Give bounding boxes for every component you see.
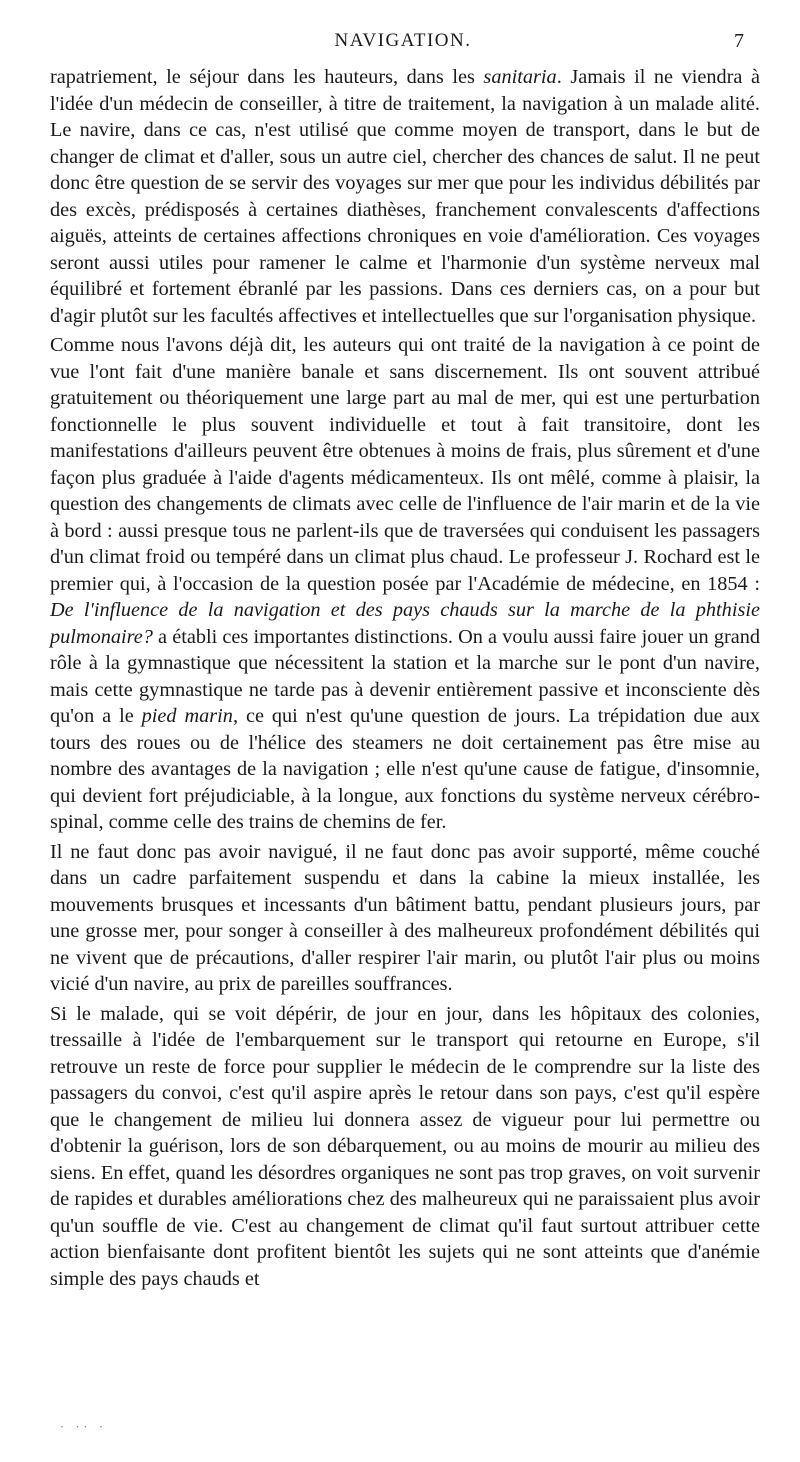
paragraph-2-segment-3: a établi ces importantes distinctions. On a voulu aussi faire jouer un grand rôle à la gymnastique que nécessitent la station et la marche sur le pont d'un navire, mais cette gymnastique ne tarde pas à devenir entièrement passive et inconsciente dès qu'on a le bbox=[50, 625, 760, 727]
body-text bbox=[50, 64, 760, 1295]
paragraph-2-segment-2: De l'influence de la navigation et des pays chauds sur la marche de la phthisie pulmonaire? bbox=[50, 599, 760, 648]
paragraph-1-segment-2: sanitaria bbox=[483, 66, 557, 88]
running-title: NAVIGATION. bbox=[334, 30, 472, 51]
paragraph-1 bbox=[50, 64, 760, 329]
paragraph-2 bbox=[50, 332, 760, 836]
page-number: 7 bbox=[734, 30, 744, 52]
page-header bbox=[48, 30, 758, 58]
paragraph-1-segment-3: . Jamais il ne viendra à l'idée d'un médecin de conseiller, à titre de traitement, la navigation à un malade alité. Le navire, dans ce cas, n'est utilisé que comme moyen de transport, dans le but de changer de climat et d'aller, sous un autre ciel, chercher des chances de salut. Il ne peut donc être question de se servir des voyages sur mer que pour les individus débilités par des excès, prédisposés à certaines diathèses, franchement convalescents d'affections aiguës, atteints de certaines affections chroniques en voie d'amélioration. Ces voyages seront aussi utiles pour ramener le calme et l'harmonie d'un système nerveux mal équilibré et fortement ébranlé par les passions. Dans ces derniers cas, on a pour but d'agir plutôt sur les facultés affectives et intellectuelles que sur l'organisation physique. bbox=[50, 66, 760, 327]
paragraph-4-segment-1: Si le malade, qui se voit dépérir, de jour en jour, dans les hôpitaux des colonies, tressaille à l'idée de l'embarquement sur le transport qui retourne en Europe, s'il retrouve un reste de force pour supplier le médecin de le comprendre sur la liste des passagers du convoi, c'est qu'il aspire après le retour dans son pays, c'est qu'il espère que le changement de milieu lui donnera assez de vigueur pour lui permettre ou d'obtenir la guérison, lors de son débarquement, ou au moins de mourir au milieu des siens. En effet, quand les désordres organiques ne sont pas trop graves, on voit survenir de rapides et durables améliorations chez des malheureux qui ne paraissaient plus avoir qu'un souffle de vie. C'est au changement de climat qu'il faut surtout attribuer cette action bienfaisante dont profitent bientôt les sujets qui ne sont atteints que d'anémie simple des pays chauds et bbox=[50, 1002, 760, 1290]
paragraph-3-segment-1: Il ne faut donc pas avoir navigué, il ne faut donc pas avoir supporté, même couché dans un cadre parfaitement suspendu et dans la cabine la mieux installée, les mouvements brusques et incessants d'un bâtiment battu, pendant plusieurs jours, par une grosse mer, pour songer à conseiller à des malheureux profondément débilités qui ne vivent que de précautions, d'aller respirer l'air marin, ou plutôt l'air plus ou moins vicié d'un navire, au prix de pareilles souffrances. bbox=[50, 840, 760, 995]
paragraph-2-segment-1: Comme nous l'avons déjà dit, les auteurs qui ont traité de la navigation à ce point de vue l'ont fait d'une manière banale et sans discernement. Ils ont souvent attribué gratuitement ou théoriquement une large part au mal de mer, qui est une perturbation fonctionnelle le plus souvent individuelle et tout à fait transitoire, dont les manifestations d'ailleurs peuvent être obtenues à moins de frais, plus sûrement et d'une façon plus graduée à l'aide d'agents médicamenteux. Ils ont mêlé, comme à plaisir, la question des changements de climats avec celle de l'influence de l'air marin et de la vie à bord : aussi presque tous ne parlent-ils que de traversées qui conduisent les passagers d'un climat froid ou tempéré dans un climat plus chaud. Le professeur J. Rochard est le premier qui, à l'occasion de la question posée par l'Académie de médecine, en 1854 : bbox=[50, 334, 760, 595]
paragraph-3 bbox=[50, 839, 760, 998]
paragraph-4 bbox=[50, 1001, 760, 1293]
footer-marks: · ·· · bbox=[60, 1420, 107, 1434]
paragraph-1-segment-1: rapatriement, le séjour dans les hauteurs, dans les bbox=[50, 66, 484, 88]
paragraph-2-segment-5: , ce qui n'est qu'une question de jours. La trépidation due aux tours des roues ou de l'hélice des steamers ne doit certainement pas être mise au nombre des avantages de la navigation ; elle n'est qu'une cause de fatigue, d'insomnie, qui devient fort préjudiciable, à la longue, aux fonctions du système nerveux cérébro-spinal, comme celle des trains de chemins de fer. bbox=[50, 705, 760, 833]
paragraph-2-segment-4: pied marin bbox=[141, 705, 233, 727]
